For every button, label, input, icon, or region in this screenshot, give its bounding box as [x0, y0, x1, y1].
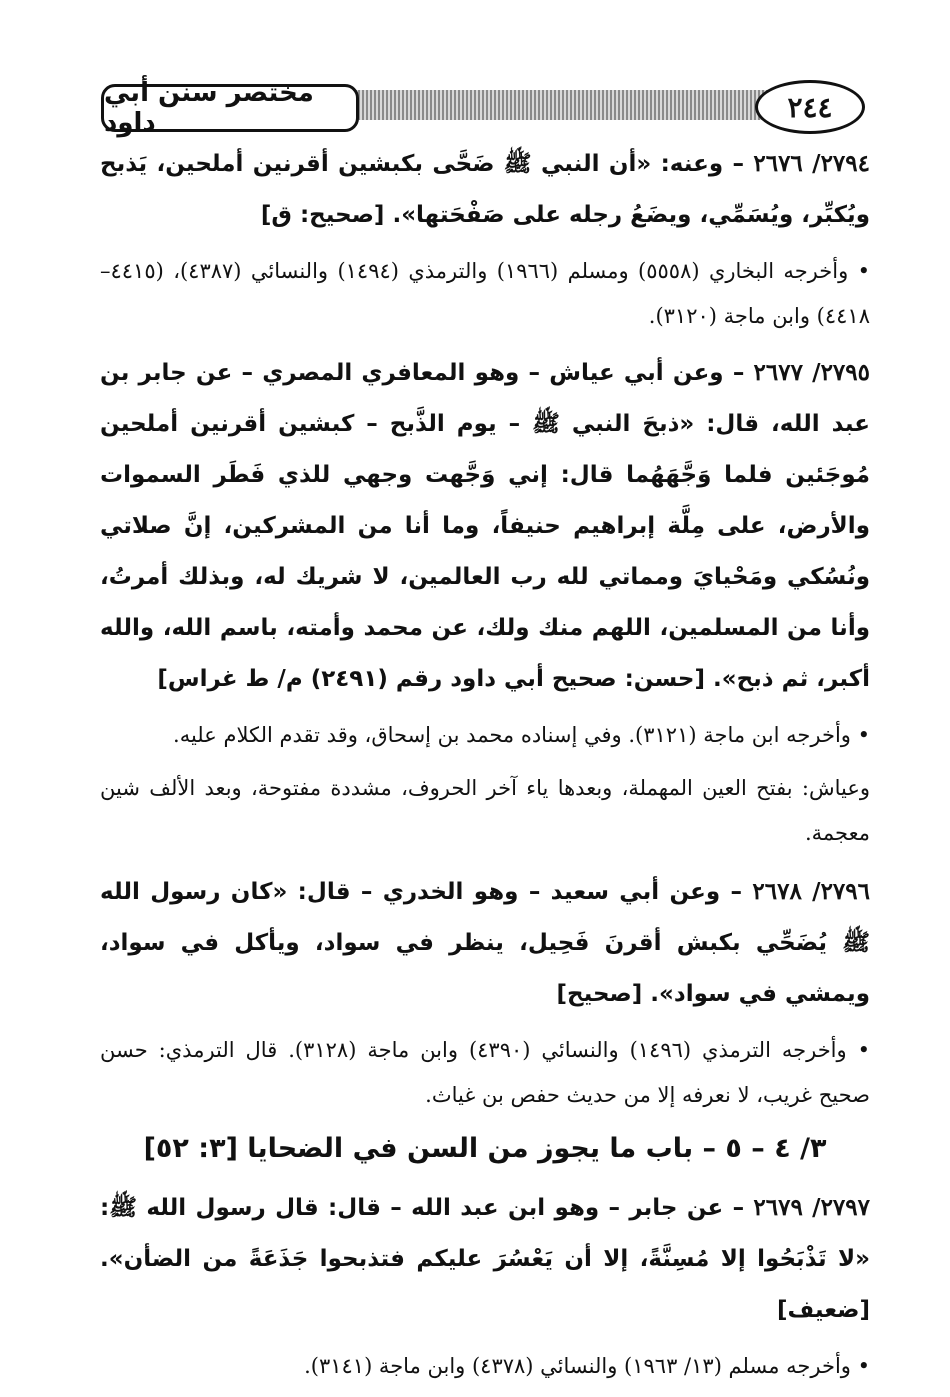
- page-number-text: ٢٤٤: [787, 90, 833, 124]
- header-rule: [350, 90, 803, 120]
- hadith-text: – عن جابر – وهو ابن عبد الله – قال: قال رسول الله ﷺ: «لا تَذْبَحُوا إلا مُسِنَّةً، إلا أن يَعْسُرَ عليكم فتذبحوا جَذَعَةً من الضأن». [ضعيف]: [100, 1195, 870, 1323]
- takhrij-note: • وأخرجه ابن ماجة (٣١٢١). وفي إسناده محمد بن إسحاق، وقد تقدم الكلام عليه.: [173, 723, 870, 747]
- hadith-2796: [100, 866, 870, 1020]
- page-header: [95, 78, 865, 138]
- takhrij-note: • وأخرجه مسلم (١٣/ ١٩٦٣) والنسائي (٤٣٧٨) وابن ماجة (٣١٤١).: [304, 1354, 870, 1378]
- hadith-number: ٢٧٩٧/ ٢٦٧٩: [753, 1194, 870, 1221]
- hadith-number: ٢٧٩٤/ ٢٦٧٦: [753, 150, 870, 177]
- hadith-number: ٢٧٩٥/ ٢٦٧٧: [753, 359, 870, 386]
- hadith-2797: [100, 1182, 870, 1336]
- explanation-note: وعياش: بفتح العين المهملة، وبعدها ياء آخر الحروف، مشددة مفتوحة، وبعد الألف شين معجمة.: [100, 776, 870, 845]
- book-title-text: مختصر سنن أبي داود: [104, 78, 314, 138]
- hadith-text: – وعن أبي سعيد – وهو الخدري – قال: «كان رسول الله ﷺ يُضَحِّي بكبش أقرنَ فَحِيل، ينظر في سواد، ويأكل في سواد، ويمشي في سواد». [صحيح]: [100, 879, 870, 1007]
- hadith-text: – وعن أبي عياش – وهو المعافري المصري – عن جابر بن عبد الله، قال: «ذبحَ النبي ﷺ – يوم الذَّبح – كبشين أقرنين أملحين مُوجَئين فلما وَجَّهَهُما قال: إني وَجَّهت وجهي للذي فَطَر السموات والأرض، على مِلَّة إبراهيم حنيفاً، وما أنا من المشركين، إنَّ صلاتي ونُسُكي ومَحْيايَ ومماتي لله رب العالمين، لا شريك له، وبذلك أمرتُ، وأنا من المسلمين، اللهم منك ولك، عن محمد وأمته، باسم الله، والله أكبر، ثم ذبح». [حسن: صحيح أبي داود رقم (٢٤٩١) م/ ط غراس]: [100, 360, 870, 692]
- takhrij-note: • وأخرجه الترمذي (١٤٩٦) والنسائي (٤٣٩٠) وابن ماجة (٣١٢٨). قال الترمذي: حسن صحيح غريب، لا نعرفه إلا من حديث حفص بن غياث.: [100, 1038, 871, 1107]
- hadith-2794: [100, 138, 870, 241]
- hadith-text: – وعنه: «أن النبي ﷺ ضَحَّى بكبشين أقرنين أملحين، يَذبح ويُكبِّر، ويُسَمِّي، ويضَعُ رجله على صَفْحَتها». [صحيح: ق]: [100, 151, 870, 228]
- page-content: [100, 138, 871, 1378]
- chapter-heading: ٣/ ٤ – ٥ – باب ما يجوز من السن في الضحايا [٣: ٥٢]: [143, 1133, 827, 1164]
- page-number: [755, 80, 865, 134]
- hadith-number: ٢٧٩٦/ ٢٦٧٨: [752, 878, 870, 905]
- book-title: [101, 78, 359, 138]
- takhrij-note: • وأخرجه البخاري (٥٥٥٨) ومسلم (١٩٦٦) والترمذي (١٤٩٤) والنسائي (٤٣٨٧)، (٤٤١٥–٤٤١٨) وابن ماجة (٣١٢٠).: [100, 259, 870, 328]
- hadith-2795: [100, 347, 870, 705]
